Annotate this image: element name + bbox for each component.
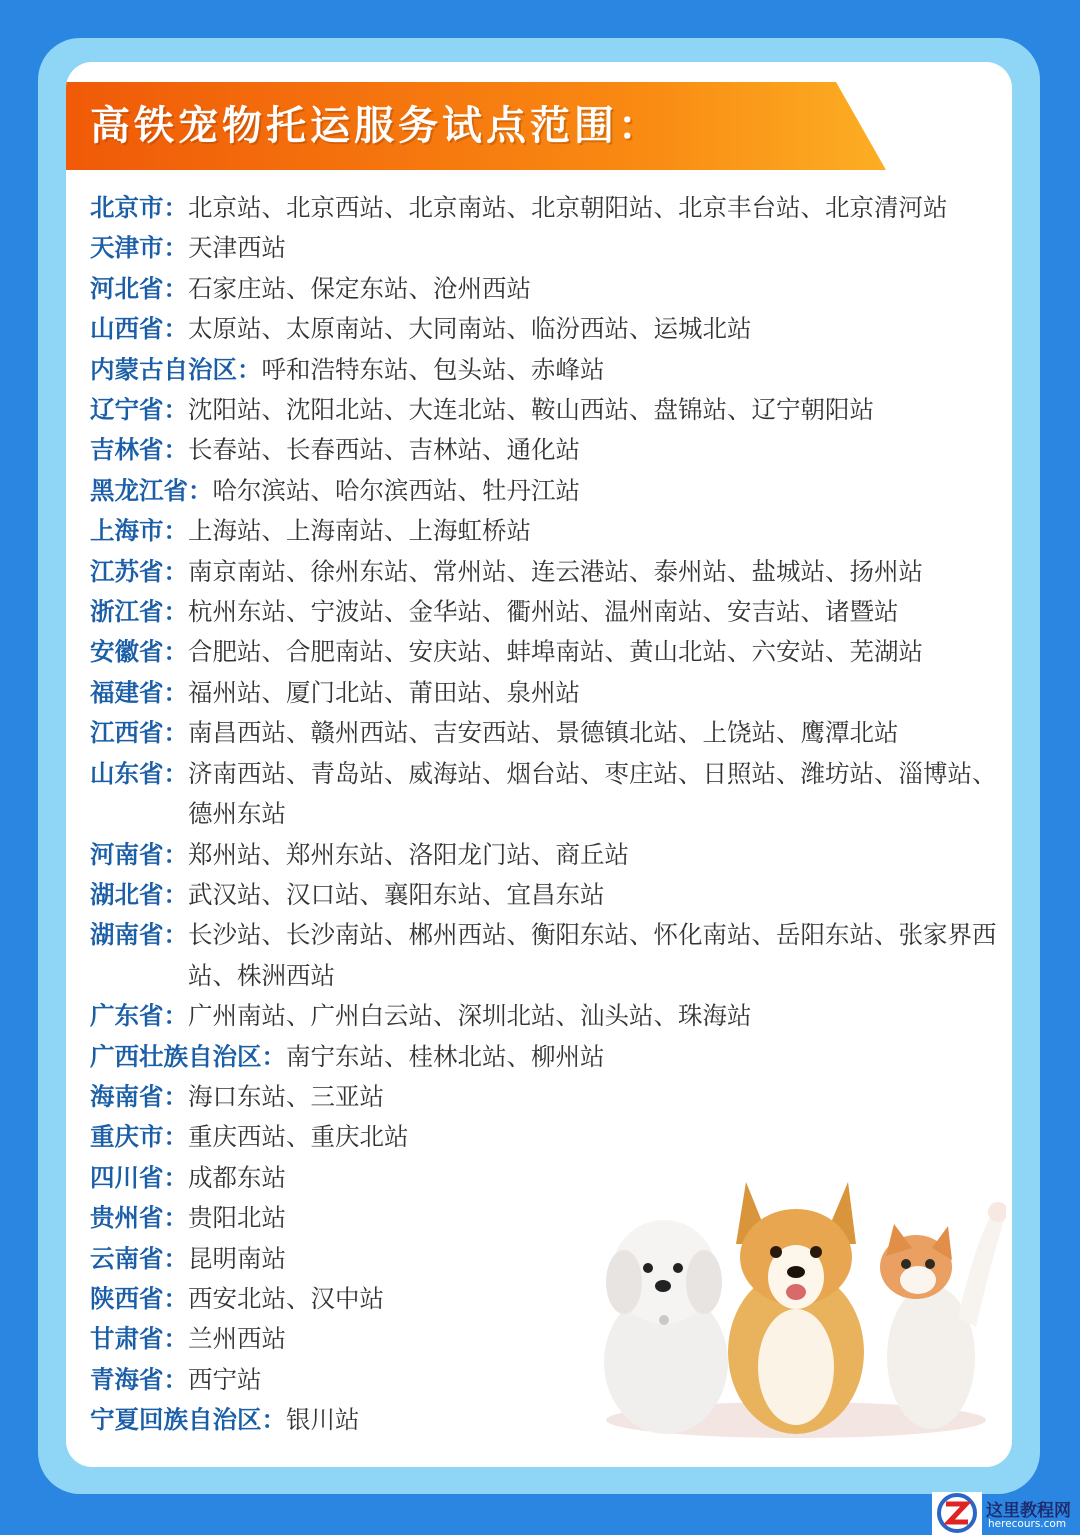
region-name: 四川省： [90,1162,188,1192]
watermark-name: 这里教程网 [986,1501,1071,1521]
region-name: 重庆市： [90,1122,188,1152]
region-name: 贵州省： [90,1203,188,1233]
station-list: 杭州东站、宁波站、金华站、衢州站、温州南站、安吉站、诸暨站 [188,597,899,627]
region-name: 江西省： [90,718,188,748]
region-row [90,835,1000,875]
region-name: 宁夏回族自治区： [90,1405,286,1435]
region-row [90,390,1000,430]
region-row [90,632,1000,672]
corgi-image [728,1182,864,1434]
region-row [90,592,1000,632]
region-row [90,188,1000,228]
watermark-domain: herecours.com [988,1518,1067,1530]
region-row [90,1077,1000,1117]
region-name: 上海市： [90,516,188,546]
station-list: 长春站、长春西站、吉林站、通化站 [188,435,580,465]
region-name: 黑龙江省： [90,475,213,505]
region-row [90,350,1000,390]
region-row [90,915,1000,996]
station-list: 银川站 [286,1405,360,1435]
station-list: 长沙站、长沙南站、郴州西站、衡阳东站、怀化南站、岳阳东站、张家界西站、株洲西站 [188,920,997,990]
station-list: 西安北站、汉中站 [188,1283,384,1313]
station-list: 沈阳站、沈阳北站、大连北站、鞍山西站、盘锦站、辽宁朝阳站 [188,395,874,425]
station-list: 成都东站 [188,1162,286,1192]
region-row [90,430,1000,470]
region-row [90,471,1000,511]
station-list: 郑州站、郑州东站、洛阳龙门站、商丘站 [188,839,629,869]
station-list: 上海站、上海南站、上海虹桥站 [188,516,531,546]
region-row [90,754,1000,835]
region-name: 内蒙古自治区： [90,354,262,384]
station-list: 福州站、厦门北站、莆田站、泉州站 [188,677,580,707]
station-list: 天津西站 [188,233,286,263]
region-row [90,1037,1000,1077]
region-name: 安徽省： [90,637,188,667]
station-list: 南昌西站、赣州西站、吉安西站、景德镇北站、上饶站、鹰潭北站 [188,718,899,748]
region-name: 辽宁省： [90,395,188,425]
region-name: 青海省： [90,1364,188,1394]
station-list: 海口东站、三亚站 [188,1081,384,1111]
region-name: 浙江省： [90,597,188,627]
region-name: 吉林省： [90,435,188,465]
region-row [90,996,1000,1036]
station-list: 呼和浩特东站、包头站、赤峰站 [261,354,605,384]
region-name: 陕西省： [90,1283,188,1313]
white-dog-image [604,1220,728,1434]
station-list: 西宁站 [188,1364,262,1394]
station-list: 兰州西站 [188,1324,286,1354]
region-name: 江苏省： [90,556,188,586]
region-name: 海南省： [90,1081,188,1111]
station-list: 南京南站、徐州东站、常州站、连云港站、泰州站、盐城站、扬州站 [188,556,923,586]
region-name: 北京市： [90,193,188,222]
station-list: 合肥站、合肥南站、安庆站、蚌埠南站、黄山北站、六安站、芜湖站 [188,637,923,667]
watermark [932,1492,1080,1535]
station-list: 哈尔滨站、哈尔滨西站、牡丹江站 [212,475,580,505]
region-name: 山东省： [90,758,188,788]
station-list: 武汉站、汉口站、襄阳东站、宜昌东站 [188,879,605,909]
region-name: 湖南省： [90,920,188,950]
region-name: 河南省： [90,839,188,869]
title-banner [66,82,886,170]
page-title: 高铁宠物托运服务试点范围： [90,103,662,149]
region-name: 山西省： [90,314,188,344]
region-row [90,269,1000,309]
region-name: 广东省： [90,1001,188,1031]
station-list: 南宁东站、桂林北站、柳州站 [286,1041,605,1071]
station-list: 贵阳北站 [188,1203,286,1233]
region-name: 福建省： [90,677,188,707]
content-card [66,62,1012,1467]
station-list: 昆明南站 [188,1243,286,1273]
region-name: 广西壮族自治区： [90,1041,286,1071]
region-row [90,228,1000,268]
region-name: 甘肃省： [90,1324,188,1354]
region-name: 河北省： [90,273,188,303]
region-row [90,875,1000,915]
region-row [90,309,1000,349]
station-list: 北京站、北京西站、北京南站、北京朝阳站、北京丰台站、北京清河站 [188,193,948,222]
region-name: 云南省： [90,1243,188,1273]
station-list: 石家庄站、保定东站、沧州西站 [188,273,531,303]
station-list: 广州南站、广州白云站、深圳北站、汕头站、珠海站 [188,1001,752,1031]
watermark-logo-icon [932,1492,982,1535]
region-row [90,673,1000,713]
station-list: 重庆西站、重庆北站 [188,1122,409,1152]
region-row [90,511,1000,551]
station-list: 太原站、太原南站、大同南站、临汾西站、运城北站 [188,314,752,344]
cat-image [880,1202,1006,1429]
region-row [90,552,1000,592]
region-name: 湖北省： [90,879,188,909]
region-name: 天津市： [90,233,188,263]
pets-illustration [586,1152,1006,1452]
station-list: 济南西站、青岛站、威海站、烟台站、枣庄站、日照站、潍坊站、淄博站、德州东站 [188,758,997,829]
region-row [90,713,1000,753]
